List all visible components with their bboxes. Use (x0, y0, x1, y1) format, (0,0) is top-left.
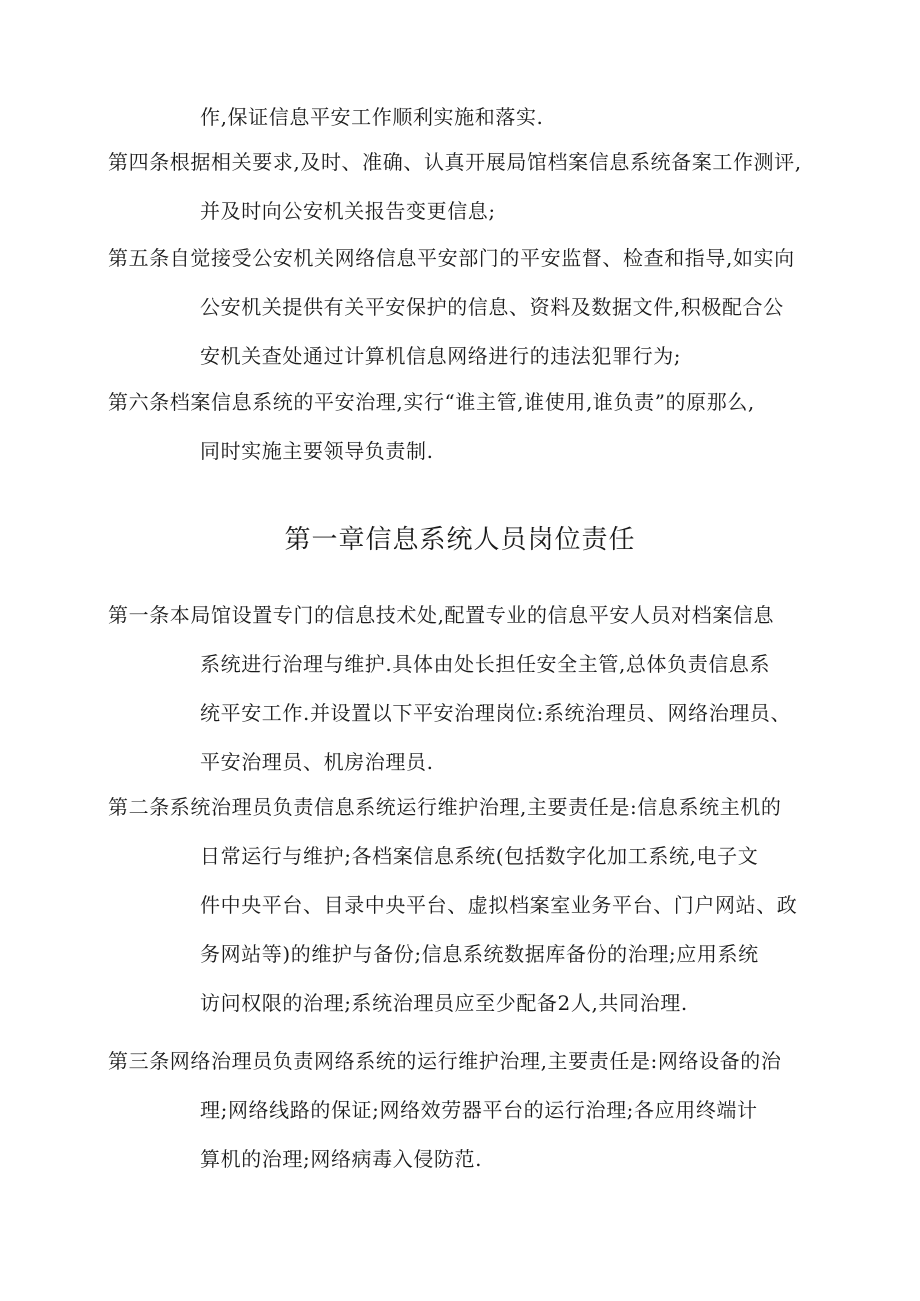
paragraph-line: 第一条本局馆设置专门的信息技术处,配置专业的信息平安人员对档案信息 (108, 603, 775, 627)
paragraph-line: 第五条自觉接受公安机关网络信息平安部门的平安监督、检查和指导,如实向 (108, 246, 795, 270)
paragraph-line: 第三条网络治理员负责网络系统的运行维护治理,主要责任是:网络设备的治 (108, 1049, 782, 1073)
paragraph-line: 安机关查处通过计算机信息网络进行的违法犯罪行为; (200, 344, 682, 368)
paragraph-line: 同时实施主要领导负责制. (200, 439, 434, 463)
paragraph-line: 件中央平台、目录中央平台、虚拟档案室业务平台、门户网站、政 (200, 893, 798, 917)
paragraph-line: 第六条档案信息系统的平安治理,实行“谁主管,谁使用,谁负责”的原那么, (108, 390, 755, 414)
paragraph-line: 第四条根据相关要求,及时、准确、认真开展局馆档案信息系统备案工作测评, (108, 150, 802, 174)
paragraph-line: 日常运行与维护;各档案信息系统(包括数字化加工系统,电子文 (200, 844, 759, 868)
chapter-title: 第一章信息系统人员岗位责任 (284, 525, 636, 555)
paragraph-line: 并及时向公安机关报告变更信息; (200, 199, 496, 223)
paragraph-line: 务网站等)的维护与备份;信息系统数据库备份的治理;应用系统 (200, 942, 759, 966)
paragraph-line: 访问权限的治理;系统治理员应至少配备2人,共同治理. (200, 991, 688, 1015)
paragraph-line: 系统进行治理与维护.具体由处长担任安全主管,总体负责信息系 (200, 652, 771, 676)
paragraph-line: 理;网络线路的保证;网络效劳器平台的运行治理;各应用终端计 (200, 1098, 758, 1122)
paragraph-line: 平安治理员、机房治理员. (200, 750, 434, 774)
paragraph-line: 作,保证信息平安工作顺利实施和落实. (200, 105, 544, 129)
paragraph-line: 第二条系统治理员负责信息系统运行维护治理,主要责任是:信息系统主机的 (108, 795, 782, 819)
paragraph-line: 公安机关提供有关平安保护的信息、资料及数据文件,积极配合公 (200, 295, 784, 319)
paragraph-line: 统平安工作.并设置以下平安治理岗位:系统治理员、网络治理员、 (200, 701, 792, 725)
paragraph-line: 算机的治理;网络病毒入侵防范. (200, 1147, 483, 1171)
